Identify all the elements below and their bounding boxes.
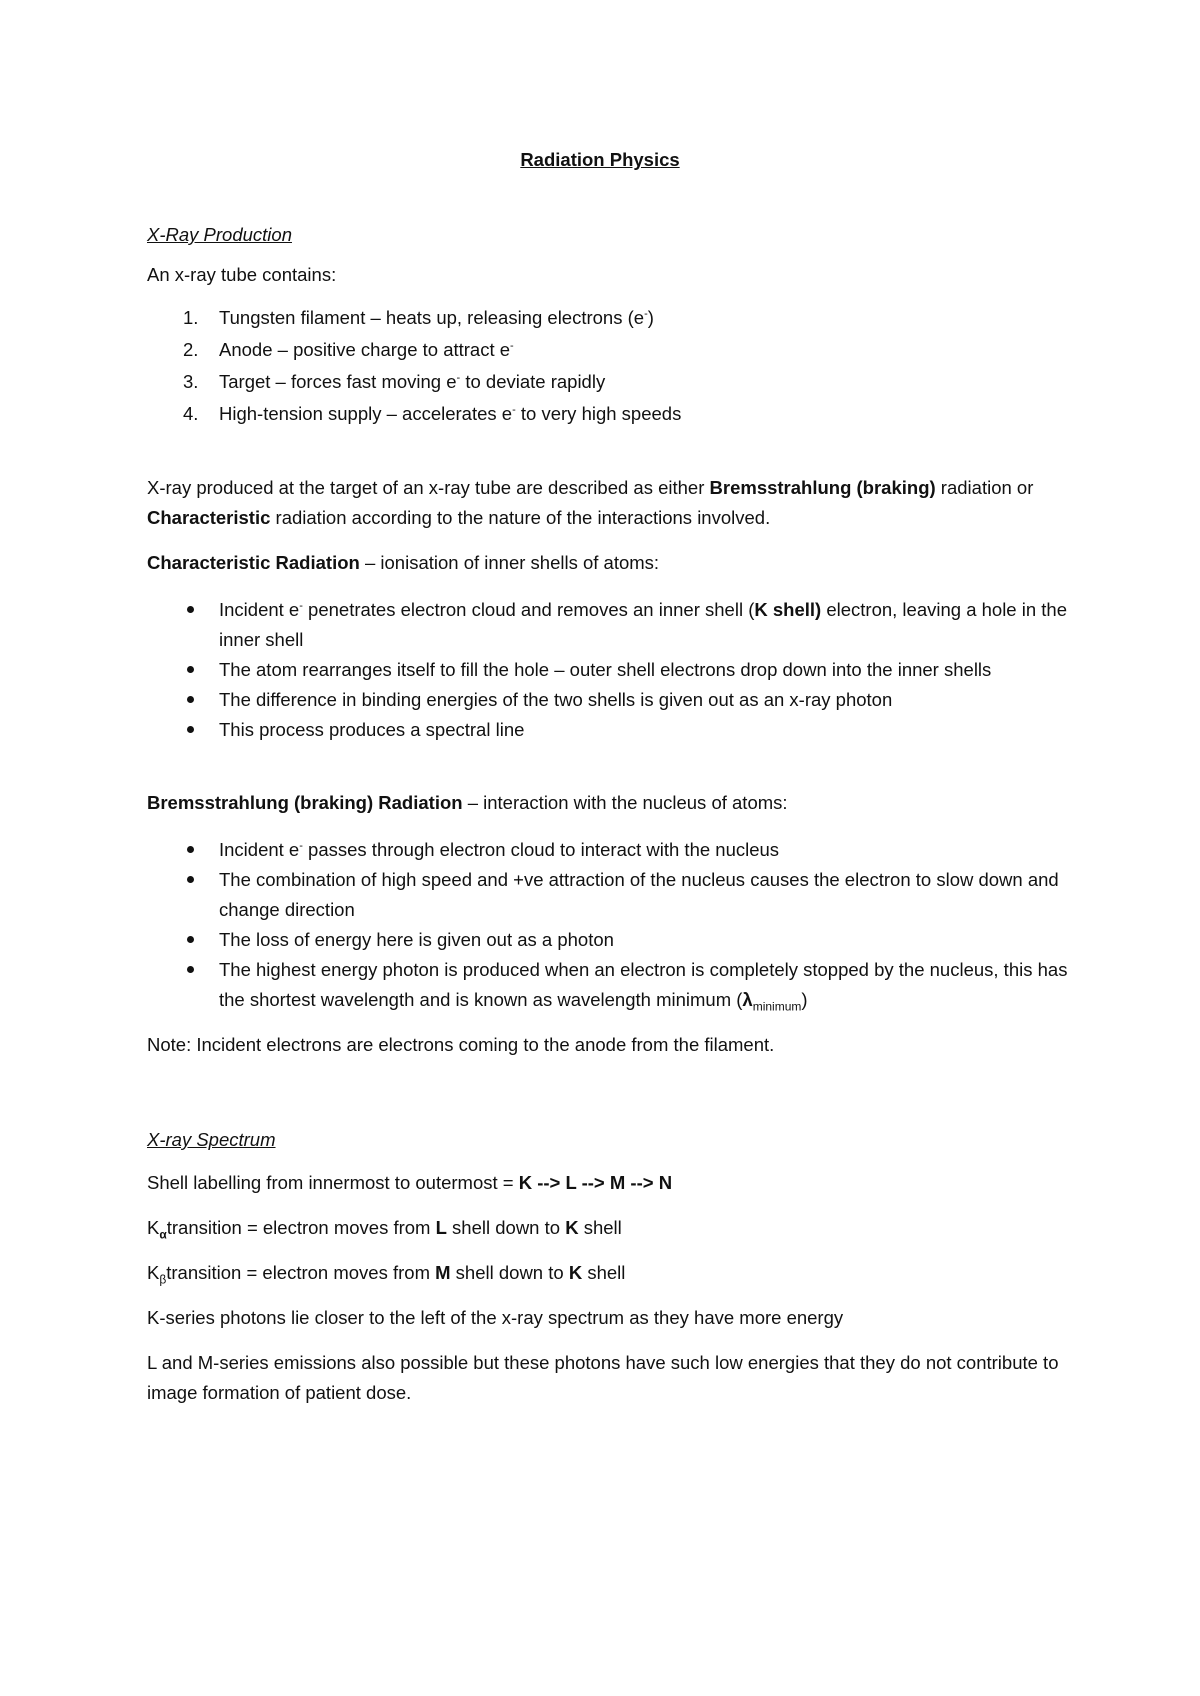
characteristic-heading: Characteristic Radiation – ionisation of inner shells of atoms: [147, 552, 660, 573]
list-number: 2. [183, 339, 199, 360]
section-heading-xray-spectrum: X-ray Spectrum [147, 1129, 276, 1150]
lm-series-text: L and M-series emissions also possible but these photons have such low energies that they do not contribute to image formation of patient dose. [147, 1352, 1059, 1403]
list-item: 4. High-tension supply – accelerates e- to very high speeds [147, 398, 1077, 430]
bremsstrahlung-heading: Bremsstrahlung (braking) Radiation – interaction with the nucleus of atoms: [147, 792, 788, 813]
list-item: 3. Target – forces fast moving e- to deviate rapidly [147, 366, 1077, 398]
bullet-icon [187, 846, 194, 853]
list-item: The atom rearranges itself to fill the hole – outer shell electrons drop down into the inner shells [147, 655, 1077, 685]
bullet-icon [187, 606, 194, 613]
list-item: This process produces a spectral line [147, 715, 1077, 745]
list-number: 1. [183, 307, 199, 328]
list-item: The highest energy photon is produced when an electron is completely stopped by the nucleus, this has the shortest wavelength and is known as wavelength minimum $(\lambda_{minimum})$ [147, 955, 1077, 1015]
section-heading-xray-production: X-Ray Production [147, 224, 292, 245]
list-item: 1. Tungsten filament – heats up, releasing electrons (e-) [147, 302, 1077, 334]
bullet-icon [187, 876, 194, 883]
numbered-list [147, 302, 1077, 430]
shell-labelling-text: Shell labelling from innermost to outermost = K --> L --> M --> N [147, 1172, 673, 1193]
list-item: The loss of energy here is given out as a photon [147, 925, 1077, 955]
list-item: The combination of high speed and +ve attraction of the nucleus causes the electron to slow down and change direction [147, 865, 1077, 925]
bullet-icon [187, 726, 194, 733]
characteristic-bullets [147, 595, 1077, 745]
list-item: Incident e- passes through electron cloud to interact with the nucleus [147, 835, 1077, 865]
bullet-icon [187, 936, 194, 943]
list-item: The difference in binding energies of the two shells is given out as an x-ray photon [147, 685, 1077, 715]
intro-text: An x-ray tube contains: [147, 264, 337, 285]
page-title: Radiation Physics [520, 149, 680, 170]
bullet-icon [187, 966, 194, 973]
list-number: 4. [183, 403, 199, 424]
bremsstrahlung-bullets [147, 835, 1077, 1015]
bullet-icon [187, 696, 194, 703]
note-text: Note: Incident electrons are electrons coming to the anode from the filament. [147, 1034, 775, 1055]
bullet-icon [187, 666, 194, 673]
list-item: 2. Anode – positive charge to attract e- [147, 334, 1077, 366]
intro-paragraph: X-ray produced at the target of an x-ray tube are described as either Bremsstrahlung (braking) radiation or Characteristic radiation according to the nature of the interactions involved. [147, 477, 1034, 528]
list-item: Incident e- penetrates electron cloud and removes an inner shell (K shell) electron, leaving a hole in the inner shell [147, 595, 1077, 655]
k-alpha-text: $K_\alpha transition$ = electron moves from L shell down to K shell [147, 1217, 622, 1242]
k-series-text: K-series photons lie closer to the left of the x-ray spectrum as they have more energy [147, 1307, 844, 1328]
k-beta-text: $K_\beta transition$ = electron moves from M shell down to K shell [147, 1262, 626, 1287]
list-number: 3. [183, 371, 199, 392]
